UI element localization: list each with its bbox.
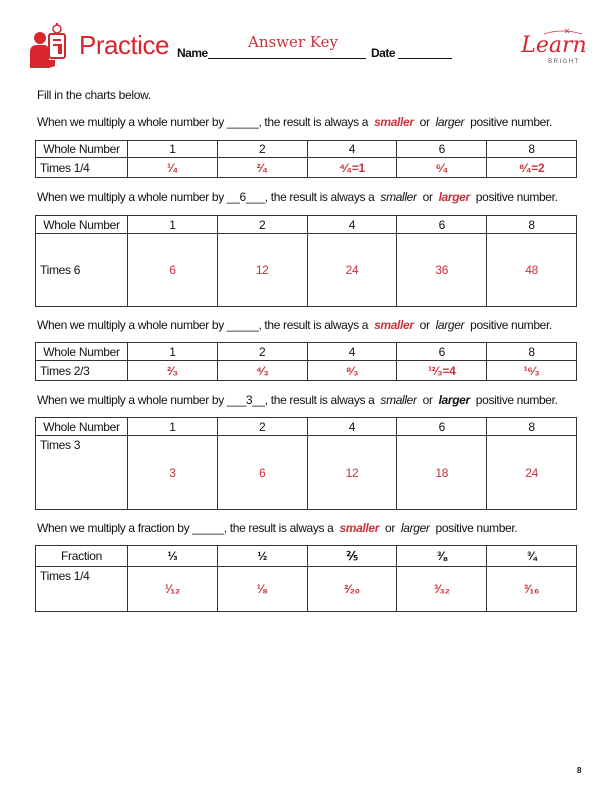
header-cell: 1 bbox=[128, 418, 218, 436]
chart-table-3 bbox=[35, 342, 577, 381]
sentence-text: positive number. bbox=[469, 393, 558, 407]
table-row bbox=[36, 158, 577, 178]
question-sentence-5 bbox=[37, 521, 517, 535]
answer-cell[interactable]: ⁸⁄₃ bbox=[307, 361, 397, 381]
row-label: Times 3 bbox=[36, 436, 128, 510]
header-label: Whole Number bbox=[36, 141, 128, 158]
header-label: Whole Number bbox=[36, 216, 128, 234]
answer-blank[interactable]: _____ bbox=[226, 115, 259, 129]
answer-cell[interactable]: ²⁄₃ bbox=[128, 361, 218, 381]
answer-cell[interactable]: 24 bbox=[487, 436, 577, 510]
table-row bbox=[36, 234, 577, 307]
header-cell: ½ bbox=[217, 546, 307, 567]
answer-cell[interactable]: ¹⁄₁₂ bbox=[128, 567, 218, 612]
header-cell: ⅓ bbox=[128, 546, 218, 567]
answer-blank[interactable]: _____ bbox=[192, 521, 224, 535]
answer-cell[interactable]: 6 bbox=[128, 234, 218, 307]
answer-cell[interactable]: 6 bbox=[217, 436, 307, 510]
answer-cell[interactable]: ¹⁄₄ bbox=[128, 158, 218, 178]
instruction-text: Fill in the charts below. bbox=[37, 88, 151, 102]
header-label: Fraction bbox=[36, 546, 128, 567]
header-cell: ⅖ bbox=[307, 546, 397, 567]
chart-table-5 bbox=[35, 545, 577, 612]
option-smaller[interactable]: smaller bbox=[374, 318, 414, 332]
sentence-text: positive number. bbox=[464, 318, 552, 332]
logo-text: Learn bbox=[521, 33, 587, 58]
option-larger[interactable]: larger bbox=[435, 115, 465, 129]
sentence-text: When we multiply a whole number by bbox=[37, 393, 227, 407]
row-label: Times 1/4 bbox=[36, 567, 128, 612]
sentence-text: , the result is always a bbox=[264, 190, 381, 204]
header-cell: 1 bbox=[128, 343, 218, 361]
question-sentence-3 bbox=[37, 318, 552, 332]
header-label: Whole Number bbox=[36, 343, 128, 361]
option-smaller[interactable]: smaller bbox=[374, 115, 414, 129]
sentence-text: , the result is always a bbox=[223, 521, 340, 535]
option-larger[interactable]: larger bbox=[435, 318, 465, 332]
table-row bbox=[36, 436, 577, 510]
sentence-text: or bbox=[416, 190, 439, 204]
header-cell: 8 bbox=[487, 216, 577, 234]
sentence-text: or bbox=[413, 115, 436, 129]
answer-cell[interactable]: ²⁄₄ bbox=[217, 158, 307, 178]
option-larger[interactable]: larger bbox=[438, 190, 470, 204]
header-cell: 4 bbox=[307, 141, 397, 158]
option-smaller[interactable]: smaller bbox=[380, 190, 417, 204]
answer-blank[interactable]: ___3__ bbox=[226, 393, 265, 407]
header-cell: 6 bbox=[397, 141, 487, 158]
answer-cell[interactable]: ⁴⁄₃ bbox=[217, 361, 307, 381]
sentence-text: positive number. bbox=[464, 115, 552, 129]
answer-cell[interactable]: ¹⁄₈ bbox=[217, 567, 307, 612]
header-cell: 4 bbox=[307, 216, 397, 234]
table-header-row bbox=[36, 343, 577, 361]
table-header-row bbox=[36, 216, 577, 234]
row-label: Times 1/4 bbox=[36, 158, 128, 178]
row-label: Times 6 bbox=[36, 234, 128, 307]
answer-cell[interactable]: ⁴⁄₄=1 bbox=[307, 158, 397, 178]
header-cell: 8 bbox=[487, 141, 577, 158]
sentence-text: positive number. bbox=[429, 521, 518, 535]
page-title: Practice bbox=[79, 30, 169, 60]
header-cell: 1 bbox=[128, 216, 218, 234]
sentence-text: positive number. bbox=[469, 190, 558, 204]
page-number: 8 bbox=[577, 766, 582, 775]
date-field-line[interactable] bbox=[398, 58, 452, 59]
question-sentence-2 bbox=[37, 190, 558, 204]
name-field-value[interactable]: Answer Key bbox=[248, 33, 338, 51]
header-label: Whole Number bbox=[36, 418, 128, 436]
chart-table-2 bbox=[35, 215, 577, 307]
answer-cell[interactable]: 18 bbox=[397, 436, 487, 510]
name-label: Name bbox=[177, 46, 208, 60]
answer-cell[interactable]: ³⁄₃₂ bbox=[397, 567, 487, 612]
header-cell: 2 bbox=[217, 343, 307, 361]
header-cell: 2 bbox=[217, 141, 307, 158]
answer-cell[interactable]: ⁶⁄₄ bbox=[397, 158, 487, 178]
header-cell: 8 bbox=[487, 343, 577, 361]
answer-cell[interactable]: ¹²⁄₃=4 bbox=[397, 361, 487, 381]
answer-cell[interactable]: 24 bbox=[307, 234, 397, 307]
option-larger[interactable]: larger bbox=[438, 393, 470, 407]
logo-subtext: BRIGHT bbox=[548, 59, 580, 65]
sentence-text: or bbox=[379, 521, 401, 535]
answer-cell[interactable]: 36 bbox=[397, 234, 487, 307]
header-cell: 8 bbox=[487, 418, 577, 436]
header-cell: 1 bbox=[128, 141, 218, 158]
header-cell: ⅜ bbox=[397, 546, 487, 567]
question-sentence-4 bbox=[37, 393, 558, 407]
option-smaller[interactable]: smaller bbox=[380, 393, 417, 407]
table-header-row bbox=[36, 418, 577, 436]
sentence-text: When we multiply a whole number by bbox=[37, 318, 227, 332]
learn-bright-logo bbox=[518, 26, 590, 66]
table-header-row bbox=[36, 141, 577, 158]
name-field-line[interactable] bbox=[208, 58, 366, 59]
answer-cell[interactable]: 12 bbox=[217, 234, 307, 307]
header-cell: 6 bbox=[397, 418, 487, 436]
table-header-row bbox=[36, 546, 577, 567]
header-cell: 6 bbox=[397, 343, 487, 361]
date-label: Date bbox=[371, 46, 396, 60]
student-worksheet-icon bbox=[29, 22, 69, 70]
sentence-text: When we multiply a whole number by bbox=[37, 190, 227, 204]
sentence-text: When we multiply a whole number by bbox=[37, 115, 227, 129]
answer-cell[interactable]: ¹⁶⁄₃ bbox=[487, 361, 577, 381]
row-label: Times 2/3 bbox=[36, 361, 128, 381]
answer-cell[interactable]: ⁸⁄₄=2 bbox=[487, 158, 577, 178]
answer-cell[interactable]: 48 bbox=[487, 234, 577, 307]
table-row bbox=[36, 361, 577, 381]
header-cell: ¾ bbox=[487, 546, 577, 567]
header-cell: 2 bbox=[217, 216, 307, 234]
table-row bbox=[36, 567, 577, 612]
sentence-text: or bbox=[416, 393, 439, 407]
answer-blank[interactable]: __6___ bbox=[226, 190, 265, 204]
header-cell: 6 bbox=[397, 216, 487, 234]
option-smaller[interactable]: smaller bbox=[339, 521, 380, 535]
answer-cell[interactable]: ³⁄₁₆ bbox=[487, 567, 577, 612]
question-sentence-1 bbox=[37, 115, 552, 129]
header-cell: 2 bbox=[217, 418, 307, 436]
sentence-text: When we multiply a fraction by bbox=[37, 521, 193, 535]
answer-blank[interactable]: _____ bbox=[226, 318, 259, 332]
header-cell: 4 bbox=[307, 418, 397, 436]
chart-table-1 bbox=[35, 140, 577, 178]
answer-cell[interactable]: ²⁄₂₀ bbox=[307, 567, 397, 612]
answer-cell[interactable]: 12 bbox=[307, 436, 397, 510]
option-larger[interactable]: larger bbox=[400, 521, 430, 535]
sentence-text: or bbox=[413, 318, 436, 332]
chart-table-4 bbox=[35, 417, 577, 510]
sentence-text: , the result is always a bbox=[258, 115, 375, 129]
answer-cell[interactable]: 3 bbox=[128, 436, 218, 510]
sentence-text: , the result is always a bbox=[258, 318, 375, 332]
sentence-text: , the result is always a bbox=[264, 393, 381, 407]
header-cell: 4 bbox=[307, 343, 397, 361]
